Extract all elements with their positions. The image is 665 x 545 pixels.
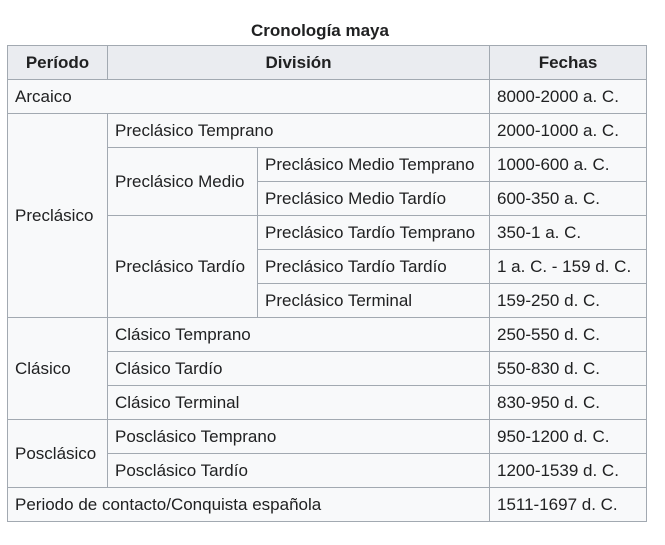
table-row <box>8 80 647 114</box>
fechas-cell: 1 a. C. - 159 d. C. <box>490 250 647 284</box>
subdivision-cell: Preclásico Tardío Tardío <box>258 250 490 284</box>
subdivision-cell: Preclásico Tardío Temprano <box>258 216 490 250</box>
fechas-cell: 950-1200 d. C. <box>490 420 647 454</box>
division-cell: Preclásico Temprano <box>108 114 490 148</box>
header-periodo: Período <box>8 46 108 80</box>
division-cell: Preclásico Tardío <box>108 216 258 318</box>
fechas-cell: 1511-1697 d. C. <box>490 488 647 522</box>
fechas-cell: 159-250 d. C. <box>490 284 647 318</box>
fechas-cell: 550-830 d. C. <box>490 352 647 386</box>
table-row <box>8 318 647 352</box>
subdivision-cell: Preclásico Medio Tardío <box>258 182 490 216</box>
fechas-cell: 1000-600 a. C. <box>490 148 647 182</box>
table-row <box>8 488 647 522</box>
division-cell: Posclásico Tardío <box>108 454 490 488</box>
periodo-cell: Arcaico <box>8 80 490 114</box>
division-cell: Posclásico Temprano <box>108 420 490 454</box>
periodo-cell: Posclásico <box>8 420 108 488</box>
periodo-cell: Preclásico <box>8 114 108 318</box>
division-cell: Preclásico Medio <box>108 148 258 216</box>
table-row <box>8 114 647 148</box>
fechas-cell: 8000-2000 a. C. <box>490 80 647 114</box>
header-fechas: Fechas <box>490 46 647 80</box>
division-cell: Clásico Terminal <box>108 386 490 420</box>
periodo-cell: Clásico <box>8 318 108 420</box>
fechas-cell: 250-550 d. C. <box>490 318 647 352</box>
fechas-cell: 1200-1539 d. C. <box>490 454 647 488</box>
header-division: División <box>108 46 490 80</box>
table-caption: Cronología maya <box>251 21 389 40</box>
fechas-cell: 830-950 d. C. <box>490 386 647 420</box>
fechas-cell: 600-350 a. C. <box>490 182 647 216</box>
subdivision-cell: Preclásico Terminal <box>258 284 490 318</box>
division-cell: Clásico Tardío <box>108 352 490 386</box>
fechas-cell: 2000-1000 a. C. <box>490 114 647 148</box>
division-cell: Clásico Temprano <box>108 318 490 352</box>
header-row <box>8 46 647 80</box>
fechas-cell: 350-1 a. C. <box>490 216 647 250</box>
table-row <box>8 420 647 454</box>
chronology-table <box>7 45 647 522</box>
periodo-cell: Periodo de contacto/Conquista española <box>8 488 490 522</box>
subdivision-cell: Preclásico Medio Temprano <box>258 148 490 182</box>
